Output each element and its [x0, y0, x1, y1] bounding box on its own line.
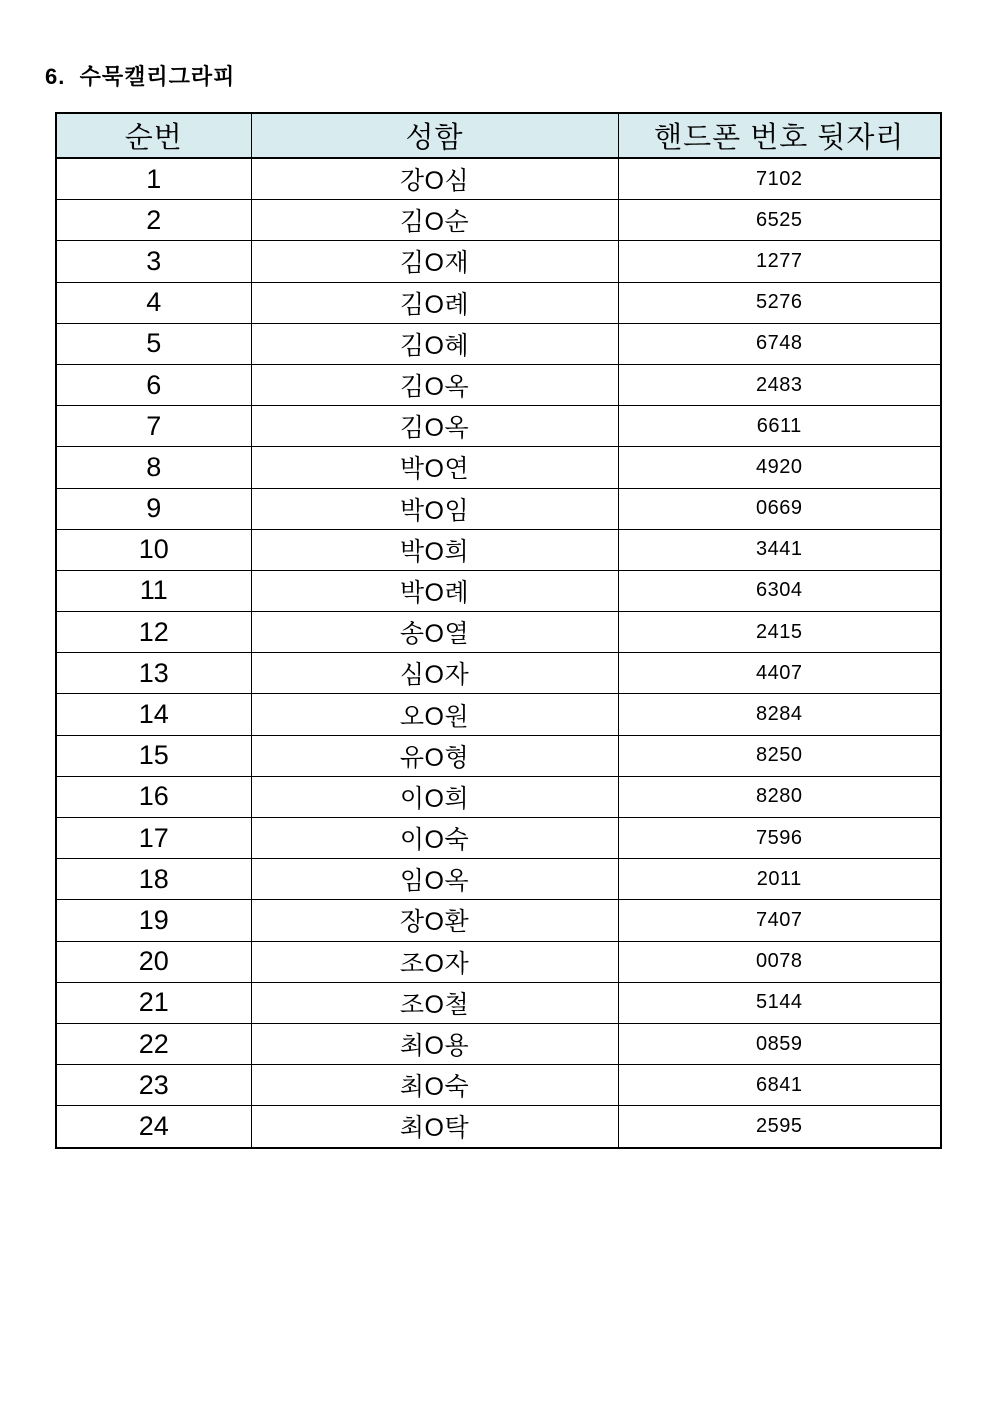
row-number-cell: 13 [56, 653, 251, 694]
table-row [56, 694, 941, 735]
row-number-cell: 24 [56, 1106, 251, 1148]
name-cell: 송O열 [251, 612, 618, 653]
phone-number-cell: 8284 [618, 694, 941, 735]
name-cell: 박O연 [251, 447, 618, 488]
name-cell: 박O례 [251, 570, 618, 611]
table-row [56, 241, 941, 282]
row-number-cell: 1 [56, 158, 251, 200]
phone-number-cell: 4407 [618, 653, 941, 694]
name-cell: 오O원 [251, 694, 618, 735]
row-number-cell: 4 [56, 282, 251, 323]
name-cell: 심O자 [251, 653, 618, 694]
row-number-cell: 9 [56, 488, 251, 529]
name-cell: 김O순 [251, 200, 618, 241]
table-row [56, 488, 941, 529]
phone-number-cell: 3441 [618, 529, 941, 570]
phone-number-cell: 2483 [618, 364, 941, 405]
phone-number-cell: 2595 [618, 1106, 941, 1148]
phone-number-cell: 0859 [618, 1023, 941, 1064]
name-cell: 최O탁 [251, 1106, 618, 1148]
row-number-cell: 8 [56, 447, 251, 488]
row-number-cell: 11 [56, 570, 251, 611]
name-cell: 강O심 [251, 158, 618, 200]
table-row [56, 818, 941, 859]
phone-number-cell: 6304 [618, 570, 941, 611]
table-body [56, 158, 941, 1148]
table-row [56, 570, 941, 611]
phone-number-cell: 0669 [618, 488, 941, 529]
name-cell: 박O희 [251, 529, 618, 570]
phone-number-cell: 4920 [618, 447, 941, 488]
table-row [56, 776, 941, 817]
table-row [56, 200, 941, 241]
name-cell: 박O임 [251, 488, 618, 529]
table-row [56, 982, 941, 1023]
name-cell: 이O희 [251, 776, 618, 817]
name-cell: 장O환 [251, 900, 618, 941]
page-title: 6. 수묵캘리그라피 [45, 64, 236, 89]
row-number-cell: 2 [56, 200, 251, 241]
name-cell: 최O숙 [251, 1065, 618, 1106]
table-row [56, 323, 941, 364]
name-cell: 임O옥 [251, 859, 618, 900]
phone-number-cell: 7407 [618, 900, 941, 941]
phone-number-cell: 8250 [618, 735, 941, 776]
row-number-cell: 7 [56, 406, 251, 447]
name-cell: 유O형 [251, 735, 618, 776]
row-number-cell: 12 [56, 612, 251, 653]
row-number-cell: 17 [56, 818, 251, 859]
row-number-cell: 20 [56, 941, 251, 982]
phone-number-cell: 6611 [618, 406, 941, 447]
table-row [56, 735, 941, 776]
phone-number-cell: 8280 [618, 776, 941, 817]
column-header-phone: 핸드폰 번호 뒷자리 [618, 113, 941, 158]
table-row [56, 1106, 941, 1148]
row-number-cell: 15 [56, 735, 251, 776]
table-header [56, 113, 941, 158]
row-number-cell: 19 [56, 900, 251, 941]
table-row [56, 282, 941, 323]
row-number-cell: 5 [56, 323, 251, 364]
phone-number-cell: 7596 [618, 818, 941, 859]
table-row [56, 529, 941, 570]
row-number-cell: 18 [56, 859, 251, 900]
participants-table [55, 112, 942, 1149]
table-row [56, 406, 941, 447]
name-cell: 이O숙 [251, 818, 618, 859]
header-row [56, 113, 941, 158]
table-row [56, 859, 941, 900]
phone-number-cell: 6748 [618, 323, 941, 364]
phone-number-cell: 2011 [618, 859, 941, 900]
phone-number-cell: 6525 [618, 200, 941, 241]
name-cell: 조O철 [251, 982, 618, 1023]
name-cell: 김O재 [251, 241, 618, 282]
name-cell: 최O용 [251, 1023, 618, 1064]
table-row [56, 900, 941, 941]
name-cell: 김O옥 [251, 406, 618, 447]
name-cell: 김O례 [251, 282, 618, 323]
row-number-cell: 3 [56, 241, 251, 282]
column-header-name: 성함 [251, 113, 618, 158]
phone-number-cell: 7102 [618, 158, 941, 200]
phone-number-cell: 5276 [618, 282, 941, 323]
row-number-cell: 21 [56, 982, 251, 1023]
row-number-cell: 14 [56, 694, 251, 735]
row-number-cell: 6 [56, 364, 251, 405]
table-row [56, 653, 941, 694]
name-cell: 김O옥 [251, 364, 618, 405]
name-cell: 김O혜 [251, 323, 618, 364]
phone-number-cell: 5144 [618, 982, 941, 1023]
name-cell: 조O자 [251, 941, 618, 982]
table-row [56, 941, 941, 982]
table-row [56, 158, 941, 200]
phone-number-cell: 0078 [618, 941, 941, 982]
phone-number-cell: 6841 [618, 1065, 941, 1106]
table-row [56, 364, 941, 405]
phone-number-cell: 2415 [618, 612, 941, 653]
phone-number-cell: 1277 [618, 241, 941, 282]
table-row [56, 612, 941, 653]
row-number-cell: 16 [56, 776, 251, 817]
column-header-number: 순번 [56, 113, 251, 158]
table-row [56, 1023, 941, 1064]
row-number-cell: 23 [56, 1065, 251, 1106]
table-row [56, 447, 941, 488]
table-row [56, 1065, 941, 1106]
row-number-cell: 22 [56, 1023, 251, 1064]
row-number-cell: 10 [56, 529, 251, 570]
